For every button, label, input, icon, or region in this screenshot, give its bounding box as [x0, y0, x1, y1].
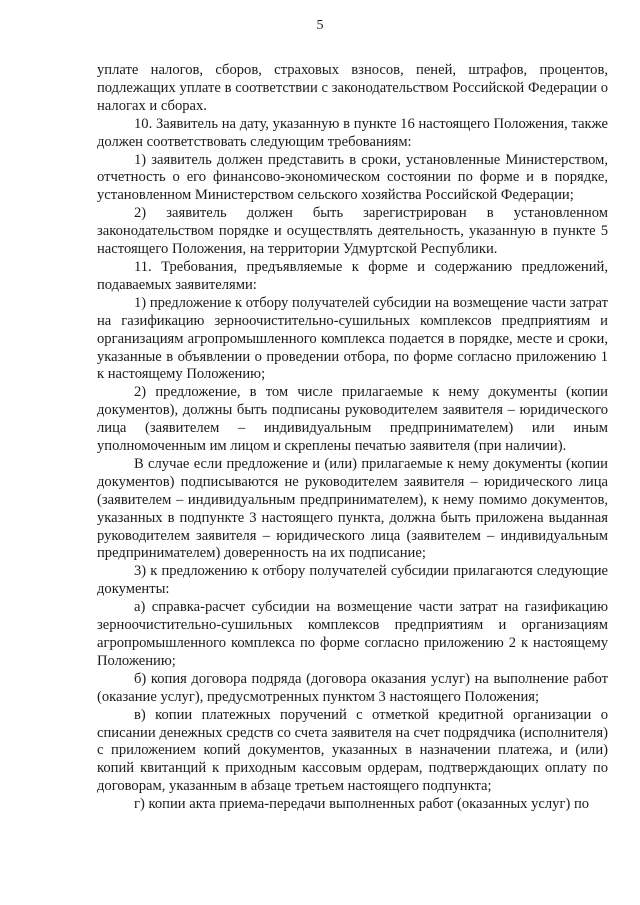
paragraph: 3) к предложению к отбору получателей субсидии прилагаются следующие документы: — [97, 563, 608, 598]
paragraph: 1) заявитель должен представить в сроки, установленные Министерством, отчетность о его финансово-экономическом состоянии по форме и в порядке, установленном Министерством сельского хозяйства Российской Федерации; — [97, 151, 608, 204]
paragraph: 11. Требования, предъявляемые к форме и содержанию предложений, подаваемых заявителями: — [97, 258, 608, 293]
paragraph: б) копия договора подряда (договора оказания услуг) на выполнение работ (оказание услуг), предусмотренных пунктом 3 настоящего Положения; — [97, 670, 608, 705]
paragraph: в) копии платежных поручений с отметкой кредитной организации о списании денежных средств со счета заявителя на счет подрядчика (исполнителя) с приложением копий документов, указанных в назначении платежа, и (или) копий квитанций к приходным кассовым ордерам, подтверждающих оплату по договорам, указанным в абзаце третьем настоящего подпункта; — [97, 706, 608, 795]
paragraph: 1) предложение к отбору получателей субсидии на возмещение части затрат на газификацию зерноочистительно-сушильных комплексов предприятиям и организациям агропромышленного комплекса подается в порядке, месте и сроки, указанные в объявлении о проведении отбора, по форме согласно приложению 1 к настоящему Положению; — [97, 294, 608, 383]
paragraph: 10. Заявитель на дату, указанную в пункте 16 настоящего Положения, также должен соответствовать следующим требованиям: — [97, 115, 608, 150]
paragraph: 2) предложение, в том числе прилагаемые к нему документы (копии документов), должны быть подписаны руководителем заявителя – юридического лица (заявителем – индивидуальным предпринимателем) или иным уполномоченным им лицом и скреплены печатью заявителя (при наличии). — [97, 384, 608, 455]
paragraph: а) справка-расчет субсидии на возмещение части затрат на газификацию зерноочистительно-сушильных комплексов предприятиям и организациям агропромышленного комплекса по форме согласно приложению 2 к настоящему Положению; — [97, 599, 608, 669]
paragraph: г) копии акта приема-передачи выполненных работ (оказанных услуг) по — [134, 796, 590, 813]
paragraph: уплате налогов, сборов, страховых взносов, пеней, штрафов, процентов, подлежащих уплате в соответствии с законодательством Российской Федерации о налогах и сборах. — [97, 62, 608, 114]
paragraph: В случае если предложение и (или) прилагаемые к нему документы (копии документов) подписываются не руководителем заявителя – юридического лица (заявителем – индивидуальным предпринимателем), к нему помимо документов, указанных в подпункте 3 настоящего пункта, должна быть приложена выданная руководителем заявителя – юридического лица (заявителем – индивидуальным предпринимателем) доверенность на их подписание; — [97, 455, 608, 562]
paragraph: 2) заявитель должен быть зарегистрирован в установленном законодательством порядке и осуществлять деятельность, указанную в пункте 5 настоящего Положения, на территории Удмуртской Республики. — [97, 205, 608, 258]
page-number: 5 — [316, 18, 324, 33]
document-body — [97, 62, 608, 814]
